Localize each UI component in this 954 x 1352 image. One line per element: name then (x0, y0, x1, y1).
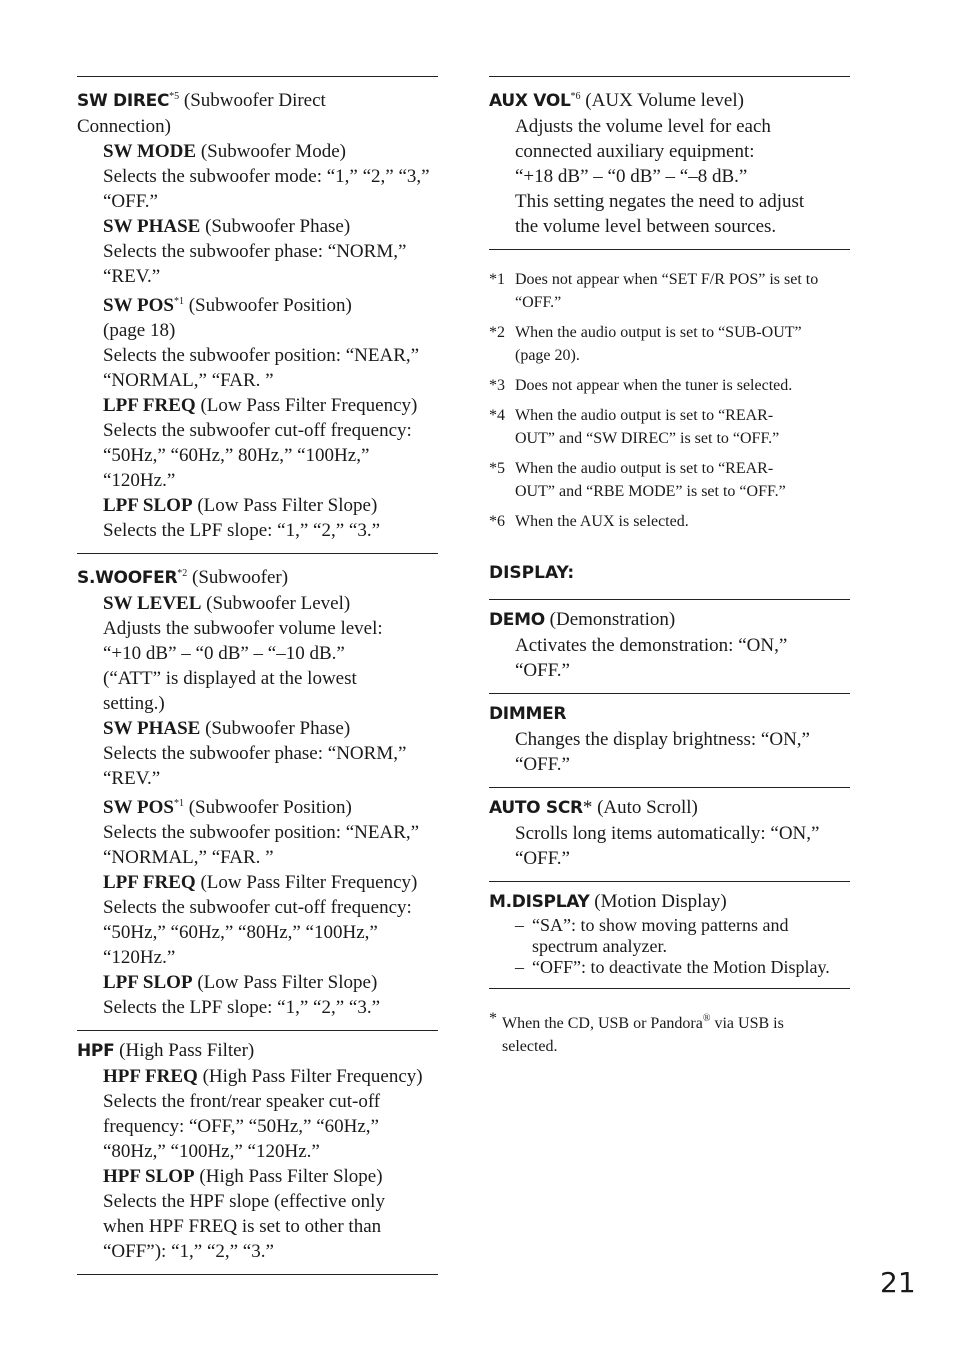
lpf-freq-key: LPF FREQ (103, 395, 196, 416)
sw-direc-key: SW DIREC (77, 91, 170, 111)
hpf-key: HPF (77, 1041, 115, 1061)
footnote: *1 Does not appear when “SET F/R POS” is set to “OFF.” (489, 271, 819, 311)
hpf-slop-key: HPF SLOP (103, 1166, 195, 1187)
footnote: *6 When the AUX is selected. (489, 513, 689, 530)
display-footnote: * When the CD, USB or Pandora® via USB is selected. (489, 1010, 784, 1055)
sw-pos-key: SW POS (103, 797, 174, 818)
auto-scr-section: AUTO SCR* (Auto Scroll) Scrolls long items automatically: “ON,” “OFF.” (489, 787, 850, 881)
footnote: *5 When the audio output is set to “REAR- OUT” and “RBE MODE” is set to “OFF.” (489, 460, 786, 500)
footnote: *2 When the audio output is set to “SUB-OUT” (page 20). (489, 324, 802, 364)
footnote: *3 Does not appear when the tuner is selected. (489, 377, 793, 394)
hpf-freq-key: HPF FREQ (103, 1066, 198, 1087)
sw-mode-key: SW MODE (103, 141, 197, 162)
lpf-slop-key: LPF SLOP (103, 972, 193, 993)
lpf-freq-key: LPF FREQ (103, 872, 196, 893)
display-heading: DISPLAY: (489, 563, 575, 583)
s-woofer-section: S.WOOFER$^{*2}$ (Subwoofer) SW LEVEL (Subwoofer Level) Adjusts the subwoofer volume level: “+10 dB” – “0 dB” – “–10 dB.” (“ATT” is displayed at the lowest setting.) SW PHASE (Subwoofer Phase) Selects the subwoofer phase: “NORM,” “REV.” SW POS$^{*1}$ (Subwoofer Position) Selects the subwoofer position: “NEAR,” “NORMAL,” “FAR. ” LPF FREQ (Low Pass Filter Frequency) Selects the subwoofer cut-off frequency: “50Hz,” “60Hz,” “80Hz,” “100Hz,” “120Hz.” LPF SLOP (Low Pass Filter Slope) Selects the LPF slope: “1,” “2,” “3.” (77, 553, 438, 1030)
hpf-section: HPF (High Pass Filter) HPF FREQ (High Pass Filter Frequency) Selects the front/rear speaker cut-off frequency: “OFF,” “50Hz,” “60Hz,” “80Hz,” “100Hz,” “120Hz.” HPF SLOP (High Pass Filter Slope) Selects the HPF slope (effective only when HPF FREQ is set to other than “OFF”): “1,” “2,” “3.” (77, 1030, 438, 1275)
footnotes (489, 268, 850, 533)
sw-phase-key: SW PHASE (103, 216, 201, 237)
sw-direc-section: SW DIREC$^{*5}$ (Subwoofer Direct Connection) SW MODE (Subwoofer Mode) Selects the subwoofer mode: “1,” “2,” “3,” “OFF.” SW PHASE (Subwoofer Phase) Selects the subwoofer phase: “NORM,” “REV.” SW POS$^{*1}$ (Subwoofer Position) (page 18) Selects the subwoofer position: “NEAR,” “NORMAL,” “FAR. ” LPF FREQ (Low Pass Filter Frequency) Selects the subwoofer cut-off frequency: “50Hz,” “60Hz,” 80Hz,” “100Hz,” “120Hz.” LPF SLOP (Low Pass Filter Slope) Selects the LPF slope: “1,” “2,” “3.” (77, 76, 438, 553)
m-display-key: M.DISPLAY (489, 892, 590, 912)
dimmer-key: DIMMER (489, 704, 567, 724)
aux-vol-key: AUX VOL (489, 91, 571, 111)
footnote: *4 When the audio output is set to “REAR- OUT” and “SW DIREC” is set to “OFF.” (489, 407, 780, 447)
list-item: – “OFF”: to deactivate the Motion Display. (515, 957, 830, 977)
list-item: – “SA”: to show moving patterns and spectrum analyzer. (515, 915, 789, 956)
right-column (489, 76, 850, 1065)
page-number: 21 (880, 1266, 916, 1299)
s-woofer-key: S.WOOFER (77, 568, 178, 588)
demo-key: DEMO (489, 610, 545, 630)
m-display-section: M.DISPLAY (Motion Display) – “SA”: to show moving patterns and spectrum analyzer. – “OFF”: to deactivate the Motion Display. (489, 881, 850, 989)
lpf-slop-key: LPF SLOP (103, 495, 193, 516)
auto-scr-key: AUTO SCR (489, 798, 583, 818)
sw-phase-key: SW PHASE (103, 718, 201, 739)
aux-vol-section: AUX VOL$^{*6}$ (AUX Volume level) Adjusts the volume level for each connected auxiliary equipment: “+18 dB” – “0 dB” – “–8 dB.” This setting negates the need to adjust the volume level between sources. (489, 76, 850, 250)
dimmer-section: DIMMER Changes the display brightness: “ON,” “OFF.” (489, 693, 850, 787)
sw-level-key: SW LEVEL (103, 593, 202, 614)
demo-section: DEMO (Demonstration) Activates the demonstration: “ON,” “OFF.” (489, 599, 850, 693)
left-column (77, 76, 438, 1275)
sw-pos-key: SW POS (103, 295, 174, 316)
